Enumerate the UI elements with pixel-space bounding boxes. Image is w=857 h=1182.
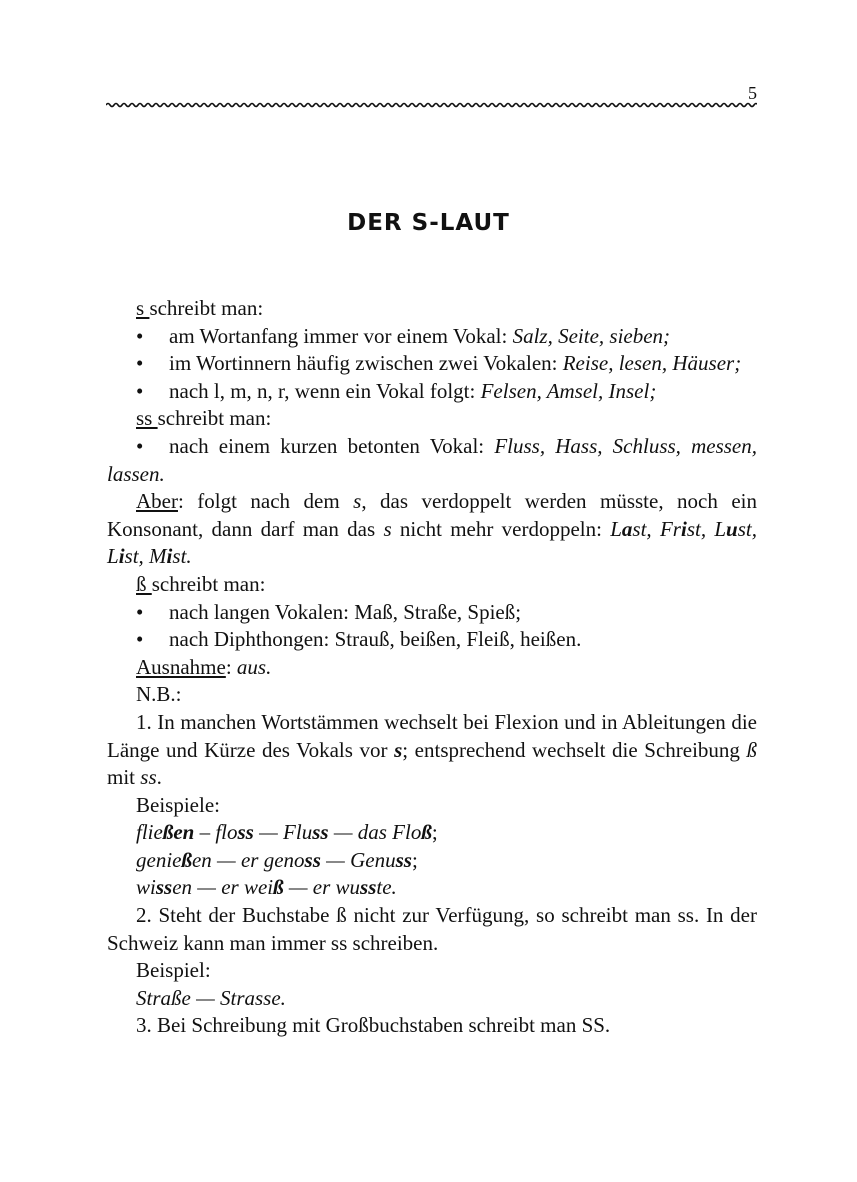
s-bullet-3: • nach l, m, n, r, wenn ein Vokal folgt: Felsen, Amsel, Insel;	[107, 378, 757, 406]
aber-example-1: Last,	[610, 516, 660, 541]
beispiele-label: Beispiele:	[136, 792, 220, 817]
page-number: 5	[748, 83, 757, 103]
header-wavy-rule	[106, 100, 757, 110]
bullet-icon: •	[136, 627, 144, 652]
aber-example-4: List,	[107, 544, 150, 569]
bullet-icon: •	[136, 378, 144, 403]
example-line-3: wissen — er weiß — er wusste.	[136, 875, 397, 900]
ausnahme-line: Ausnahme: aus.	[136, 654, 272, 679]
bullet-icon: •	[136, 323, 144, 348]
ss-bullet-1: • nach einem kurzen betonten Vokal: Fluss, Hass, Schluss, messen, lassen.	[107, 433, 758, 486]
nb-label: N.B.:	[136, 682, 182, 707]
sz-intro: ß schreibt man:	[136, 571, 266, 596]
aber-example-2: Frist,	[659, 516, 707, 541]
sz-bullet-2: • nach Diphthongen: Strauß, beißen, Fleiß, heißen.	[107, 626, 757, 654]
aber-example-5: Mist.	[149, 544, 192, 569]
rule-1: 1. In manchen Wortstämmen wechselt bei Flexion und in Ableitungen die Länge und Kürze des Vokals vor s; entsprechend wechselt die Schreibung ß mit ss.	[107, 709, 757, 790]
s-intro: s schreibt man:	[136, 296, 264, 320]
example-line-2: genießen — er genoss — Genuss;	[136, 847, 418, 872]
beispiel-label: Beispiel:	[136, 958, 211, 983]
rule-2: 2. Steht der Buchstabe ß nicht zur Verfügung, so schreibt man ss. In der Schweiz kann man immer ss schreiben.	[107, 903, 757, 955]
sz-label: ß	[136, 571, 152, 596]
ss-label: ss	[136, 406, 158, 431]
ausnahme-label: Ausnahme	[136, 654, 226, 679]
s-label: s	[136, 296, 150, 320]
rule-3: 3. Bei Schreibung mit Großbuchstaben schreibt man SS.	[136, 1013, 611, 1038]
page-title: DER S-LAUT	[347, 210, 510, 236]
example-line-1: fließen – floss — Fluss — das Floß;	[136, 820, 438, 845]
aber-label: Aber	[136, 489, 178, 514]
bullet-icon: •	[136, 599, 144, 624]
bullet-icon: •	[136, 433, 144, 458]
s-bullet-1: • am Wortanfang immer vor einem Vokal: Salz, Seite, sieben;	[107, 323, 757, 351]
ss-intro: ss schreibt man:	[136, 406, 272, 431]
bullet-icon: •	[136, 351, 144, 376]
s-bullet-2: • im Wortinnern häufig zwischen zwei Vokalen: Reise, lesen, Häuser;	[107, 350, 757, 378]
aber-example-3: Lust,	[706, 516, 757, 541]
document-body	[107, 295, 757, 1040]
aber-paragraph: Aber: folgt nach dem s, das verdoppelt werden müsste, noch ein Konsonant, dann darf man das s nicht mehr verdoppeln: Last, Frist, Lust, List, Mist.	[107, 489, 757, 569]
example-line-4: Straße — Strasse.	[136, 985, 286, 1010]
sz-bullet-1: • nach langen Vokalen: Maß, Straße, Spieß;	[107, 599, 757, 627]
